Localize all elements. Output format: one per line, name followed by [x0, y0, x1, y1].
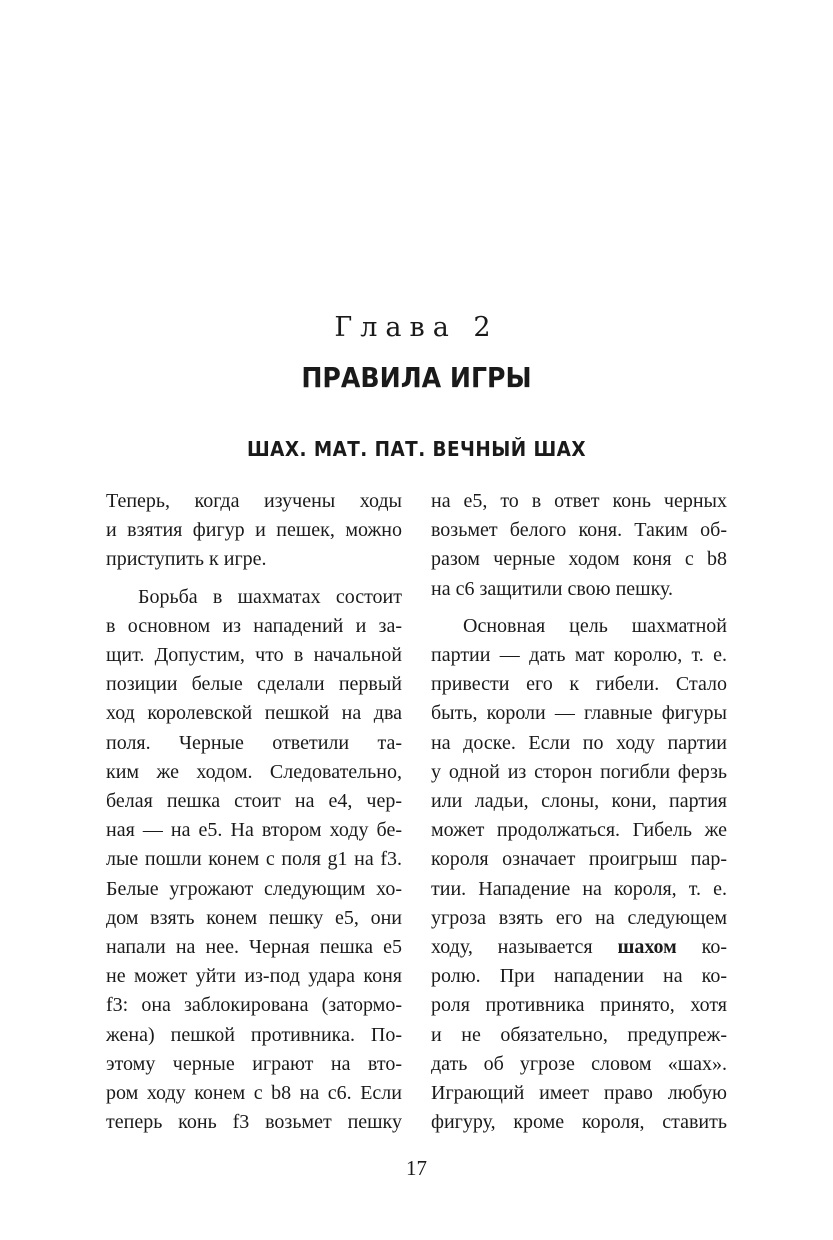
text-line: ход королевской пешкой на два: [106, 702, 402, 725]
text-line: не может уйти из-под удара коня: [106, 965, 402, 988]
right-text-column: [431, 487, 727, 1137]
text-line: ная — на е5. На втором ходу бе-: [106, 819, 402, 842]
text-line: ром ходу конем с b8 на с6. Если: [106, 1082, 402, 1105]
text-line: возьмет белого коня. Таким об-: [431, 519, 727, 542]
text-line: поля. Черные ответили та-: [106, 731, 402, 754]
paragraph: [106, 487, 402, 575]
text-line: фигуру, кроме короля, ставить: [431, 1111, 727, 1134]
paragraph: [106, 583, 402, 1138]
text-line: роля противника принято, хотя: [431, 994, 727, 1017]
text-fragment: ходу, называется: [431, 936, 593, 959]
text-line: в основном из нападений и за-: [106, 614, 402, 637]
section-title: ШАХ. МАТ. ПАТ. ВЕЧНЫЙ ШАХ: [246, 437, 587, 461]
text-line: угроза взять его на следующем: [431, 906, 727, 929]
text-line: лые пошли конем с поля g1 на f3.: [106, 848, 402, 871]
text-line: ролю. При нападении на ко-: [431, 965, 727, 988]
text-line: приступить к игре.: [106, 548, 267, 571]
text-line: у одной из сторон погибли ферзь: [431, 760, 727, 783]
text-line: Играющий имеет право любую: [431, 1082, 727, 1105]
text-line: f3: она заблокирована (затормо-: [106, 994, 402, 1017]
text-line: Основная цель шахматной: [463, 614, 727, 637]
text-line: разом черные ходом коня с b8: [431, 548, 727, 571]
left-text-column: [106, 487, 402, 1137]
text-line: короля означает проигрыш пар-: [431, 848, 727, 871]
text-line: дом взять конем пешку е5, они: [106, 906, 402, 929]
text-line: быть, короли — главные фигуры: [431, 702, 727, 725]
text-line: на доске. Если по ходу партии: [431, 731, 727, 754]
paragraph: [431, 612, 727, 1138]
text-line: Белые угрожают следующим хо-: [106, 877, 402, 900]
text-fragment: ко-: [701, 936, 728, 959]
term-check: шахом: [617, 936, 677, 959]
text-line: Теперь, когда изучены ходы: [106, 490, 402, 512]
text-line: тии. Нападение на короля, т. е.: [431, 877, 727, 900]
text-line: белая пешка стоит на е4, чер-: [106, 790, 402, 813]
text-line: и не обязательно, предупреж-: [431, 1023, 727, 1046]
page-number: 17: [406, 1156, 427, 1180]
text-line: или ладьи, слоны, кони, партия: [431, 790, 727, 813]
text-line: ким же ходом. Следовательно,: [106, 760, 402, 783]
chapter-title: ПРАВИЛА ИГРЫ: [301, 361, 532, 394]
text-line: партии — дать мат королю, т. е.: [431, 644, 727, 667]
text-line: на е5, то в ответ конь черных: [431, 490, 727, 512]
text-line: и взятия фигур и пешек, можно: [106, 519, 402, 542]
text-line: может продолжаться. Гибель же: [431, 819, 727, 842]
text-line: Борьба в шахматах состоит: [138, 585, 402, 608]
text-line: этому черные играют на вто-: [106, 1052, 402, 1075]
text-line: [431, 933, 727, 962]
text-line: напали на нее. Черная пешка е5: [106, 936, 402, 959]
text-line: на с6 защитили свою пешку.: [431, 577, 674, 600]
chapter-label: Глава 2: [334, 312, 499, 343]
text-line: дать об угрозе словом «шах».: [431, 1052, 727, 1075]
text-line: жена) пешкой противника. По-: [106, 1023, 402, 1046]
text-line: позиции белые сделали первый: [106, 673, 402, 696]
text-line: теперь конь f3 возьмет пешку: [106, 1111, 402, 1134]
paragraph: [431, 487, 727, 604]
text-line: привести его к гибели. Стало: [431, 673, 727, 696]
text-line: щит. Допустим, что в начальной: [106, 644, 402, 667]
